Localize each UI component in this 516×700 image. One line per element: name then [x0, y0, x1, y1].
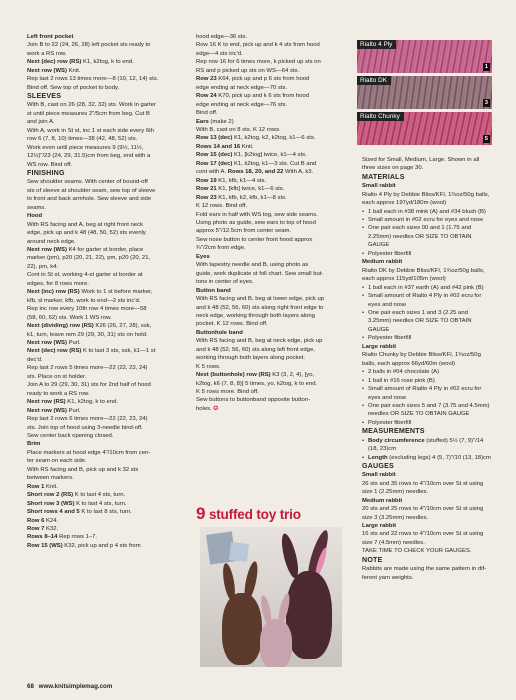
text-line: Rep row 16 for 6 times more, k picked up sts on — [196, 59, 321, 66]
swatch-label: Rialto DK — [357, 76, 391, 85]
text-line: Rep last 2 rows 5 times more—22 (22, 23, 24) — [27, 365, 148, 372]
yarn-swatch — [357, 112, 492, 145]
brim-heading: Brim — [27, 441, 41, 448]
row-instruction: Row 19 K1, kfb, k1—4 sts. — [196, 177, 267, 184]
instruction-line: Next (dec) row (RS) K1, k2tog, k to end. — [27, 59, 134, 66]
text-line: With RS facing and B, pick up and k 32 sts — [27, 466, 139, 473]
text-line: each approx 115yd/105m (wool) — [362, 276, 446, 283]
list-item: • One pair each sizes 00 and 1 (1.75 and 2.25mm) needles OR SIZE TO OBTAIN GAUGE — [362, 224, 492, 249]
text-line: ready to work a RS row. — [27, 390, 90, 397]
text-line: seams. — [27, 204, 46, 211]
text-line: tons in center of eyes. — [196, 279, 254, 286]
large-rabbit — [286, 571, 332, 659]
weight-number: 3 — [484, 100, 488, 106]
instruction-line: Next row (WS) K4 for garter st border, place — [27, 247, 144, 254]
row-instruction: Row 23 K1, kfb, k2, kfb, k1—8 sts. — [196, 194, 287, 201]
eyes-heading: Eyes — [196, 253, 210, 260]
column-2 — [196, 33, 342, 413]
list-item: • 2 balls in #04 chocolate (A) — [362, 368, 492, 376]
text-line: Place markers at hood edge 4"/10cm from cen- — [27, 449, 151, 456]
text-line: sts. Join top of hood using 3-needle bind-off. — [27, 424, 143, 431]
text-line: RS and p picked up sts on WS—64 sts. — [196, 67, 300, 74]
list-item: • Small amount of Rialto 4 Ply in #02 ecru for eyes and nose — [362, 385, 492, 402]
text-line: Rep inc row every 10th row 4 times more—58 — [27, 306, 147, 313]
text-line: Rabbits are made using the same pattern in dif- — [362, 566, 487, 573]
small-rabbit-heading: Small rabbit — [362, 183, 396, 190]
text-line: edge ending at neck edge—76 sts. — [196, 101, 288, 108]
buttonhole-band-heading: Buttonhole band — [196, 329, 243, 336]
list-item: • Body circumference (stuffed) 5½ (7, 9)"/14 (18, 23)cm — [362, 437, 492, 454]
text-line: three sizes on page 30. — [362, 165, 424, 172]
medium-materials-list — [362, 284, 492, 343]
row-instruction: cont with A. Rows 18, 20, and 22 With A, k3. — [196, 169, 314, 176]
text-line: Rialto Chunky by Debbie Bliss/KFI, 1¾oz/50g — [362, 352, 481, 359]
row-instruction: Row 15 (dec) K1, [k2tog] twice, k1—4 sts. — [196, 152, 307, 159]
measurements-heading: MEASUREMENTS — [362, 427, 425, 436]
list-item: • Small amount of Rialto 4 Ply in #02 ecru for eyes and nose — [362, 292, 492, 309]
text-line: Bind off. — [196, 110, 218, 117]
text-line: With RS facing and B, beg at neck edge, pick up — [196, 338, 323, 345]
list-item: • 1 ball each in #38 mink (A) and #34 blush (B) — [362, 208, 492, 216]
list-item: • Polyester fiberfill — [362, 334, 492, 342]
row-instruction: Row 23 K64, pick up and p 6 sts from hood — [196, 76, 310, 83]
text-line: (58, 60, 62) sts. Work 1 WS row. — [27, 314, 112, 321]
text-line: Sew nose button to center front hood approx — [196, 236, 313, 243]
text-line: work a RS row. — [27, 50, 67, 57]
text-line: With B, cast on 26 (28, 32, 32) sts. Work in garter — [27, 102, 156, 109]
gauge-small-heading: Small rabbit — [362, 472, 396, 479]
text-line: With RS facing and A, beg at right front neck — [27, 221, 143, 228]
small-rabbit — [260, 619, 292, 667]
text-line: Rialto DK by Debbie Bliss/KFI, 1¾oz/50g balls, — [362, 267, 485, 274]
text-line: kfb, sl marker, kfb, work to end—2 sts inc'd. — [27, 297, 141, 304]
large-materials-list — [362, 368, 492, 427]
text-line: hood edge—36 sts. — [196, 34, 248, 40]
text-line: working through both layers along pocket. — [196, 355, 306, 362]
list-item: • Polyester fiberfill — [362, 419, 492, 427]
column-1 — [27, 33, 192, 550]
text-line: st until piece measures 2"/5cm from beg. Cut B — [27, 110, 150, 117]
text-line: Join B to 22 (24, 26, 28) left pocket sts ready to — [27, 42, 151, 49]
instruction-line: Next row (WS) Knit. — [27, 67, 81, 74]
row-instruction: Short row 2 (RS) K to last 4 sts, turn. — [27, 492, 126, 499]
medium-rabbit — [222, 593, 262, 665]
text-line: edge ending at neck edge—70 sts. — [196, 84, 288, 91]
swatch-label: Rialto 4 Ply — [357, 40, 396, 49]
list-item: • One pair each sizes 1 and 3 (2.25 and 3.25mm) needles OR SIZE TO OBTAIN GAUGE — [362, 309, 492, 334]
left-front-pocket-heading: Left front pocket — [27, 34, 74, 40]
text-line: WS row. Bind off. — [27, 161, 73, 168]
text-line: Fold ears in half with WS tog, sew side seams. — [196, 211, 318, 218]
text-line: size 3 (3.25mm) needles. — [362, 514, 429, 521]
medium-rabbit-heading: Medium rabbit — [362, 259, 403, 266]
row-instruction: Next (buttonhole) row (RS) K3 (3, 2, 4), [yo, — [196, 372, 315, 379]
text-line: Sew center back opening closed. — [27, 432, 114, 439]
text-line: Sew shoulder seams. With center of bound-off — [27, 179, 148, 186]
text-line: Sew buttons to buttonband opposite button- — [196, 397, 310, 404]
text-line: approx 5"/12.5cm from center seam. — [196, 228, 292, 235]
sleeves-heading: SLEEVES — [27, 92, 62, 101]
list-item: • One pair each sizes 5 and 7 (3.75 and 4.5mm) needles OR SIZE TO OBTAIN GAUGE — [362, 402, 492, 419]
text-line: pocket. K 12 rows. Bind off. — [196, 321, 268, 328]
instruction-line: Next (inc) row (RS) Work to 1 st before marker, — [27, 289, 153, 296]
text-line: 12½)"/23 (24, 29, 31.5)cm from beg, end with a — [27, 153, 151, 160]
text-line: and k 48 (52, 56, 60) sts along left front edge, — [196, 346, 315, 353]
text-line: and join A. — [27, 119, 55, 126]
text-line: neck edge, working through both layers along — [196, 312, 315, 319]
text-line: to front and back armhole. Sew sleeve and side — [27, 196, 152, 203]
gauge-medium-heading: Medium rabbit — [362, 497, 403, 504]
instruction-line: Next (dividing) row (RS) K26 (26, 27, 28), ssk, — [27, 323, 152, 330]
rabbit-photo — [200, 527, 342, 667]
text-line: edge—4 sts inc'd. — [196, 50, 243, 57]
text-line: Work even until piece measures 9 (9½, 11½, — [27, 144, 144, 151]
text-line: 16 sts and 22 rows to 4"/10cm over St st using — [362, 531, 484, 538]
yarn-swatch — [357, 76, 492, 109]
row-instruction: Row 15 (WS) K32, pick up and p 4 sts from — [27, 542, 141, 549]
column-3 — [362, 156, 492, 582]
note-heading: NOTE — [362, 555, 383, 564]
text-line: size 7 (4.5mm) needles. — [362, 539, 425, 546]
text-line: edges, for 8 rows more. — [27, 280, 89, 287]
list-item: • Polyester fiberfill — [362, 250, 492, 258]
finishing-heading: FINISHING — [27, 169, 65, 178]
list-item: • Length (excluding legs) 4 (5, 7)"/10 (13, 18)cm — [362, 454, 492, 462]
row-instruction: Row 24 K70, pick up and k 6 sts from hood — [196, 93, 309, 100]
text-line: 26 sts and 35 rows to 4"/10cm over St st using — [362, 480, 484, 487]
ears-heading: Ears (make 2) — [196, 118, 234, 125]
text-line: Row 16 K to end, pick up and k 4 sts from hood — [196, 42, 320, 49]
gauge-large-heading: Large rabbit — [362, 523, 397, 530]
button-band-heading: Button band — [196, 287, 231, 294]
text-line: K 5 rows more. Bind off. — [196, 389, 259, 396]
text-line: size 1 (2.25mm) needles. — [362, 489, 429, 496]
row-instruction: Row 1 Knit. — [27, 483, 58, 490]
text-line: 22), pm, k4. — [27, 263, 59, 270]
text-line: K 5 rows. — [196, 363, 221, 370]
text-line: Join A to 29 (29, 30, 31) sts for 2nd half of hood — [27, 382, 151, 389]
rabbit-ear — [279, 532, 302, 580]
text-line: K 12 rows. Bind off. — [196, 203, 247, 210]
text-line: k2tog, k6 (7, 8, 8)] 5 times, yo, k2tog, k to end. — [196, 380, 318, 387]
text-line: balls, each approx 66yd/60m (wool) — [362, 360, 455, 367]
weight-number: 5 — [484, 136, 488, 142]
gauges-heading: GAUGES — [362, 462, 394, 470]
materials-heading: MATERIALS — [362, 172, 405, 181]
yarn-swatch — [357, 40, 492, 73]
row-instruction: Rows 8–14 Rep rows 1–7. — [27, 534, 98, 541]
page-number: 68 — [27, 683, 34, 690]
instruction-line: Next (dec) row (RS) K to last 3 sts, ssk, k1—1 st — [27, 348, 156, 355]
text-line: k1, turn, leave rem 29 (29, 30, 31) sts on hold. — [27, 331, 148, 338]
row-instruction: Short row 3 (WS) K to last 4 sts, turn. — [27, 500, 127, 507]
text-line: Rep last 2 rows 13 times more—8 (10, 12, 14) sts. — [27, 76, 159, 83]
row-instruction: Row 7 K32. — [27, 525, 59, 532]
text-line: With RS facing and B, beg at lower edge, pick up — [196, 296, 325, 303]
text-line: edge, pick up and k 48 (48, 50, 52) sts evenly — [27, 230, 146, 237]
text-line: Cont in St st, working 4-st garter st border at — [27, 272, 143, 279]
text-line: dec'd. — [27, 356, 43, 363]
yarn-swatches — [357, 40, 492, 148]
text-line: ferent yarn weights. — [362, 574, 414, 581]
list-item: • 1 ball each in #37 earth (A) and #42 pink (B) — [362, 284, 492, 292]
text-line: TAKE TIME TO CHECK YOUR GAUGES. — [362, 548, 472, 555]
measurements-list — [362, 437, 492, 462]
toy-block — [229, 542, 249, 562]
text-line: ¾"/2cm from edge. — [196, 245, 246, 252]
text-line: marker (pm), p20 (20, 21, 22), pm, p20 (20, 21, — [27, 255, 151, 262]
list-item: • Small amount in #02 ecru for eyes and nose — [362, 216, 492, 224]
text-line: Rep last 2 rows 6 times more—22 (22, 23, 24) — [27, 416, 148, 423]
end-mark-icon: ✪ — [213, 405, 219, 412]
text-line: With A, work in St st, inc 1 st each side every 6th — [27, 127, 155, 134]
text-line: around neck edge. — [27, 238, 76, 245]
row-instruction: Rows 14 and 16 Knit. — [196, 143, 254, 150]
text-line: sts of sleeve at shoulder seam, sew top of sleeve — [27, 187, 156, 194]
text-line: Sized for Small, Medium, Large. Shown in all — [362, 157, 480, 163]
hood-heading: Hood — [27, 213, 43, 220]
text-line: row 6 (7, 8, 10) times—38 (42, 48, 52) sts. — [27, 136, 138, 143]
text-line: holes. ✪ — [196, 405, 219, 412]
text-line: 20 sts and 25 rows to 4"/10cm over St st using — [362, 506, 484, 513]
text-line: sts. Place on st holder. — [27, 373, 87, 380]
text-line: between markers. — [27, 475, 74, 482]
text-line: ter seam on each side. — [27, 458, 87, 465]
section-title: 9 stuffed toy trio — [196, 504, 301, 523]
row-instruction: Row 21 K1, [kfb] twice, k1—6 sts. — [196, 186, 285, 193]
instruction-line: Next row (RS) K1, k2tog, k to end. — [27, 399, 119, 406]
swatch-label: Rialto Chunky — [357, 112, 404, 121]
text-line: Rialto 4 Ply by Debbie Bliss/KFI, 1¾oz/50g balls, — [362, 191, 490, 198]
text-line: Bind off. Sew top of pocket to body. — [27, 84, 120, 91]
list-item: • 1 ball in #16 rose pink (B) — [362, 377, 492, 385]
text-line: With B, cast on 8 sts. K 12 rows. — [196, 126, 281, 133]
row-instruction: Row 13 (dec) K1, k2tog, k2, k2tog, k1—6 sts. — [196, 135, 316, 142]
large-rabbit-heading: Large rabbit — [362, 343, 397, 350]
instruction-line: Next row (WS) Purl. — [27, 407, 81, 414]
text-line: each approx 197yd/180m (wool) — [362, 200, 447, 207]
text-line: With tapestry needle and B, using photo as — [196, 262, 309, 269]
row-instruction: Row 6 K24. — [27, 517, 59, 524]
page-footer — [27, 683, 112, 690]
website-link[interactable]: www.knitsimplemag.com — [38, 683, 113, 690]
small-materials-list — [362, 208, 492, 259]
text-line: guide, work duplicate st foll chart. Sew small but- — [196, 270, 324, 277]
text-line: and k 48 (52, 56, 60) sts along right front edge to — [196, 304, 324, 311]
instruction-line: Next row (WS) Purl. — [27, 340, 81, 346]
row-instruction: Short rows 4 and 5 K to last 8 sts, turn. — [27, 509, 132, 516]
row-instruction: Row 17 (dec) K1, k2tog, k1—3 sts. Cut B and — [196, 160, 317, 167]
text-line: Using photo as guide, sew ears to top of hood — [196, 219, 316, 226]
weight-number: 1 — [484, 64, 488, 70]
